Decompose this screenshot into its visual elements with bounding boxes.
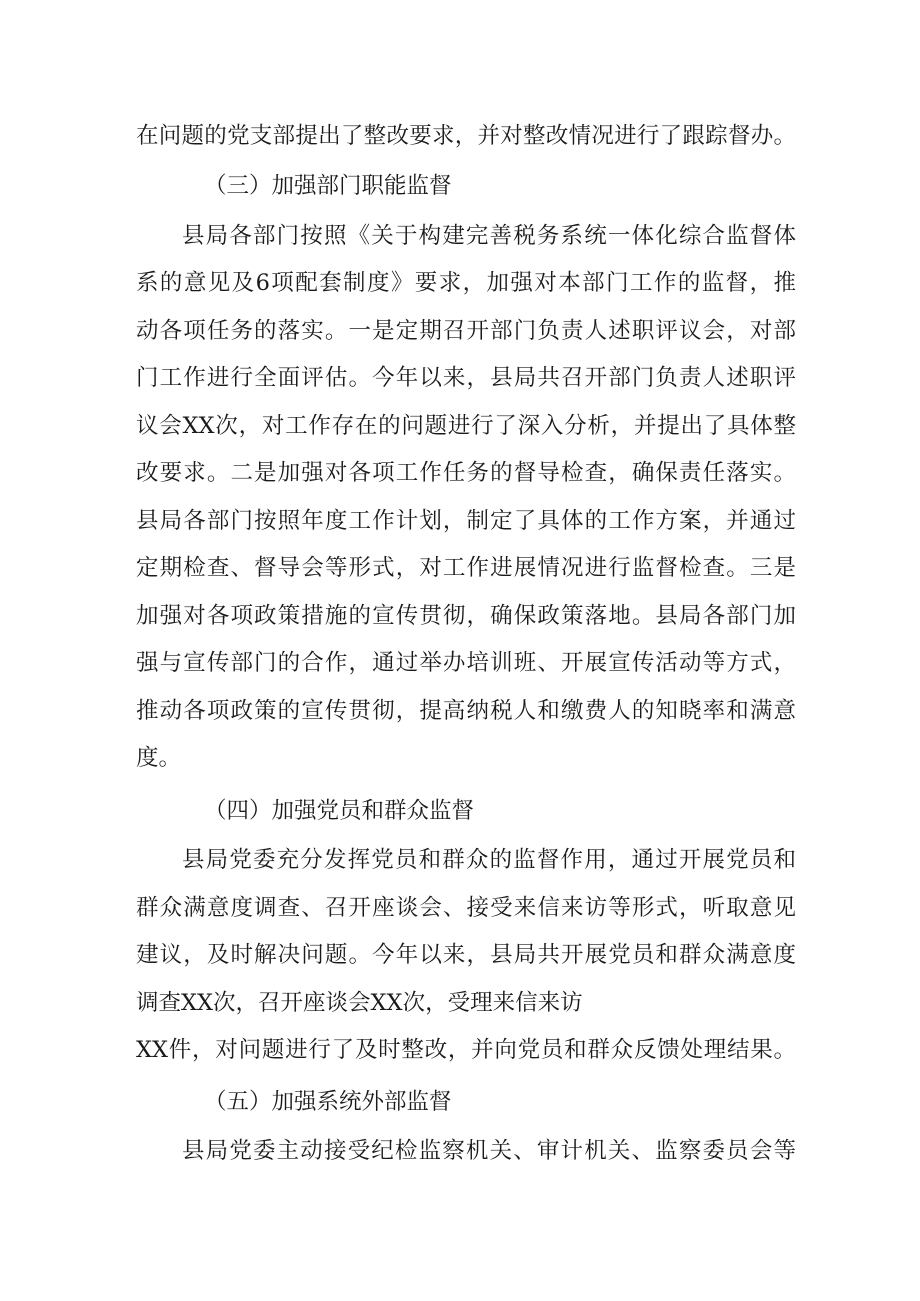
- paragraph-line: 门工作进行全面评估。今年以来，县局共召开部门负责人述职评: [136, 365, 796, 391]
- paragraph-line: 改要求。二是加强对各项工作任务的督导检查，确保责任落实。: [136, 460, 796, 486]
- paragraph-line: 度。: [136, 745, 182, 771]
- paragraph-line: 县局党委主动接受纪检监察机关、审计机关、监察委员会等: [182, 1138, 796, 1164]
- paragraph-line: 在问题的党支部提出了整改要求，并对整改情况进行了跟踪督办。: [136, 123, 796, 149]
- paragraph-line: 议会XX次，对工作存在的问题进行了深入分析，并提出了具体整: [136, 413, 796, 439]
- paragraph-line: 系的意见及6项配套制度》要求，加强对本部门工作的监督，推: [136, 270, 796, 296]
- paragraph-line: 县局党委充分发挥党员和群众的监督作用，通过开展党员和: [182, 847, 796, 873]
- section-heading-3: （三）加强部门职能监督: [204, 173, 452, 199]
- paragraph-line: 县局各部门按照《关于构建完善税务系统一体化综合监督体: [182, 223, 796, 249]
- paragraph-line: 动各项任务的落实。一是定期召开部门负责人述职评议会，对部: [136, 318, 796, 344]
- paragraph-line: 建议，及时解决问题。今年以来，县局共开展党员和群众满意度: [136, 942, 796, 968]
- section-heading-4: （四）加强党员和群众监督: [204, 798, 475, 824]
- paragraph-line: 县局各部门按照年度工作计划，制定了具体的工作方案，并通过: [136, 508, 796, 534]
- paragraph-line: 定期检查、督导会等形式，对工作进展情况进行监督检查。三是: [136, 555, 796, 581]
- paragraph-line: 推动各项政策的宣传贯彻，提高纳税人和缴费人的知晓率和满意: [136, 698, 796, 724]
- paragraph-line: 群众满意度调查、召开座谈会、接受来信来访等形式，听取意见: [136, 895, 796, 921]
- paragraph-line: 强与宣传部门的合作，通过举办培训班、开展宣传活动等方式，: [136, 650, 796, 676]
- paragraph-line: 调查XX次，召开座谈会XX次，受理来信来访: [136, 990, 583, 1016]
- section-heading-5: （五）加强系统外部监督: [204, 1089, 452, 1115]
- paragraph-line: 加强对各项政策措施的宣传贯彻，确保政策落地。县局各部门加: [136, 603, 796, 629]
- paragraph-line: XX件，对问题进行了及时整改，并向党员和群众反馈处理结果。: [136, 1037, 796, 1063]
